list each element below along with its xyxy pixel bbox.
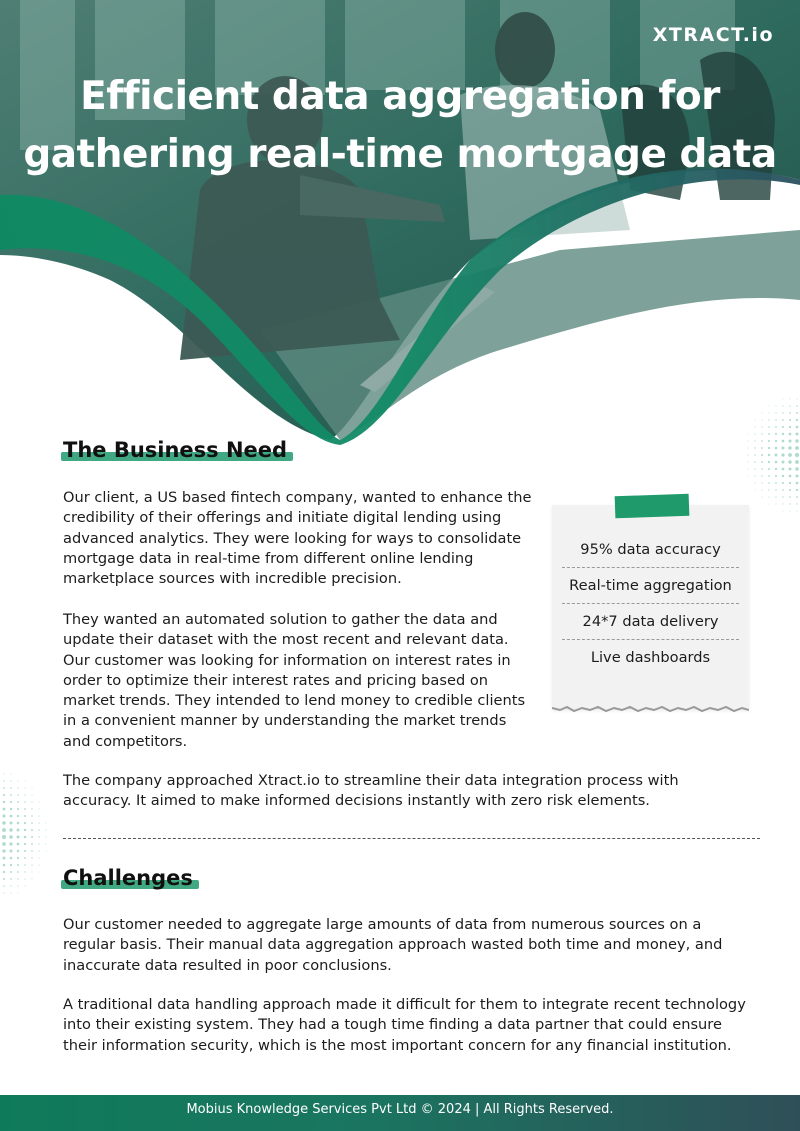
business-need-paragraph-2: They wanted an automated solution to gather the data and update their dataset with the most recent and relevant data. Our customer was looking for information on interest rates in order to optimize their interest rates and pricing based on market trends. They intended to lend money to credible clients in a convenient manner by understanding the market trends and competitors. xyxy=(63,611,526,750)
challenges-paragraph-2: A traditional data handling approach made it difficult for them to integrate recent technology into their existing system. They had a tough time finding a data partner that could ensure their information security, which is the most important concern for any financial institution. xyxy=(63,996,746,1054)
stat-dashboards: Live dashboards xyxy=(590,649,711,666)
business-need-heading-text: The Business Need xyxy=(63,438,288,462)
section-divider xyxy=(63,838,760,839)
stat-realtime: Real-time aggregation xyxy=(562,568,739,604)
stat-accuracy: 95% data accuracy xyxy=(562,532,739,568)
business-need-heading xyxy=(63,438,287,462)
stat-delivery: 24*7 data delivery xyxy=(562,604,739,640)
business-need-paragraph-3: The company approached Xtract.io to streamline their data integration process with accuracy. It aimed to make informed decisions instantly with zero risk elements. xyxy=(63,772,679,810)
business-need-paragraph-1: Our client, a US based fintech company, wanted to enhance the credibility of their offerings and initiate digital lending using advanced analytics. They were looking for ways to consolidate mortgage data in real-time from different online lending marketplace sources with incredible precision. xyxy=(63,489,532,588)
dot-pattern-left xyxy=(0,770,60,900)
challenges-heading xyxy=(63,866,193,890)
stats-list xyxy=(552,532,749,675)
brand-logo: XTRACT.io xyxy=(652,24,774,46)
footer xyxy=(0,1095,800,1131)
footer-copyright: Mobius Knowledge Services Pvt Ltd © 2024 | All Rights Reserved. xyxy=(186,1102,614,1117)
challenges-heading-text: Challenges xyxy=(63,866,193,890)
tape-accent xyxy=(615,494,690,519)
torn-edge xyxy=(552,704,749,714)
page-title: Efficient data aggregation for gathering real-time mortgage data xyxy=(23,74,777,177)
dot-pattern-right xyxy=(730,395,800,515)
hero-banner xyxy=(0,0,800,450)
challenges-paragraph-1: Our customer needed to aggregate large amounts of data from numerous sources on a regular basis. Their manual data aggregation approach wasted both time and money, and inaccurate data resulted in poor conclusions. xyxy=(63,916,723,974)
stats-card xyxy=(552,505,749,710)
